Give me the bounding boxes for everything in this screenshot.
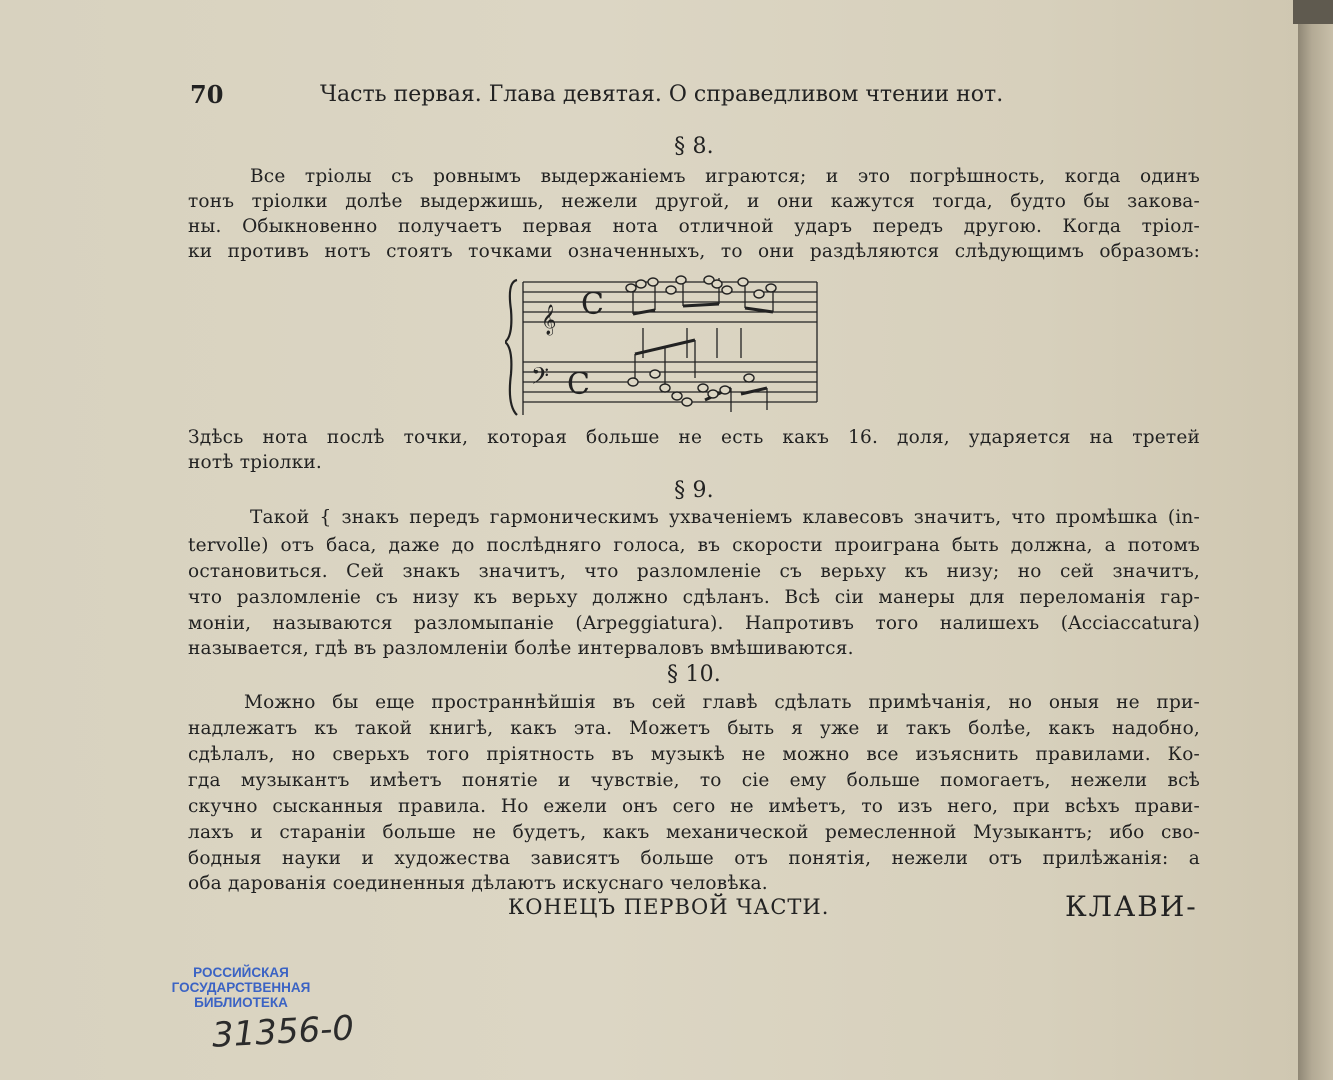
text-line: остановиться. Сей знакъ значитъ, что разломленіе съ верьху къ низу; но сей значитъ, — [188, 561, 1200, 582]
text-line: Такой { знакъ передъ гармоническимъ ухваченіемъ клавесовъ значитъ, что промѣшка (in- — [250, 507, 1200, 528]
svg-text:C: C — [581, 287, 604, 322]
text-line: называется, гдѣ въ разломленіи болѣе интерваловъ вмѣшиваются. — [188, 638, 854, 659]
text-line: надлежатъ къ такой книгѣ, какъ эта. Можетъ быть я уже и такъ болѣе, какъ надобно, — [188, 718, 1200, 739]
section-heading: § 9. — [674, 478, 714, 503]
text-line: нотѣ тріолки. — [188, 452, 322, 473]
text-line: тонъ тріолки долѣе выдержишь, нежели другой, и они кажутся тогда, будто бы закова- — [188, 191, 1200, 212]
stamp-line: РОССИЙСКАЯ — [193, 965, 289, 980]
library-stamp — [170, 965, 312, 1010]
svg-text:𝄢: 𝄢 — [531, 362, 550, 395]
stamp-line: БИБЛИОТЕКА — [194, 995, 288, 1010]
section-heading: § 8. — [674, 134, 714, 159]
catchword: КЛАВИ- — [1065, 890, 1198, 923]
text-line: ны. Обыкновенно получаетъ первая нота отличной ударъ передъ другою. Когда тріол- — [188, 216, 1200, 237]
text-line: что разломленіе съ низу къ верьху должно сдѣланъ. Всѣ сіи манеры для переломанія гар- — [188, 587, 1200, 608]
shelfmark: 31356-0 — [211, 1008, 356, 1056]
text-line: Можно бы еще пространнѣйшія въ сей главѣ сдѣлать примѣчанія, но оныя не при- — [244, 692, 1200, 713]
text-line: сдѣлалъ, но сверьхъ того пріятность въ музыкѣ не можно все изъяснить правилами. Ко- — [188, 744, 1200, 765]
text-line: скучно сысканныя правила. Но ежели онъ сего не имѣетъ, то изъ него, при всѣхъ прави- — [188, 796, 1200, 817]
svg-text:𝄞: 𝄞 — [541, 305, 557, 335]
running-title: Часть первая. Глава девятая. О справедливом чтении нот. — [320, 82, 1004, 107]
text-line: оба дарованія соединенныя дѣлаютъ искуснаго человѣка. — [188, 873, 768, 894]
corner-shadow — [1293, 0, 1333, 24]
text-line: гда музыкантъ имѣетъ понятіе и чувствіе, то сіе ему больше помогаетъ, нежели всѣ — [188, 770, 1200, 791]
text-line: Все тріолы съ ровнымъ выдержаніемъ играются; и это погрѣшность, когда одинъ — [250, 166, 1200, 187]
end-of-part-line: КОНЕЦЪ ПЕРВОЙ ЧАСТИ. — [508, 895, 830, 919]
text-line: лахъ и стараніи больше не будетъ, какъ механической ремесленной Музыкантъ; ибо сво- — [188, 822, 1200, 843]
stamp-line: ГОСУДАРСТВЕННАЯ — [171, 980, 311, 995]
page-edge — [1298, 0, 1333, 1080]
text-line: tervolle) отъ баса, даже до послѣдняго голоса, въ скорости проиграна быть должна, а потомъ — [188, 535, 1200, 556]
page-number: 70 — [190, 80, 224, 109]
svg-text:C: C — [567, 367, 590, 402]
text-line: бодныя науки и художества зависятъ больше отъ понятія, нежели отъ прилѣжанія: а — [188, 848, 1200, 869]
text-line: Здѣсь нота послѣ точки, которая больше не есть какъ 16. доля, ударяется на третей — [188, 427, 1200, 448]
section-heading: § 10. — [667, 662, 721, 687]
text-line: ки противъ нотъ стоятъ точками означенныхъ, то они раздѣляются слѣдующимъ образомъ: — [188, 241, 1200, 262]
music-example — [505, 270, 820, 420]
text-line: моніи, называются разломыпаніе (Arpeggiatura). Напротивъ того налишехъ (Acciaccatura) — [188, 613, 1200, 634]
